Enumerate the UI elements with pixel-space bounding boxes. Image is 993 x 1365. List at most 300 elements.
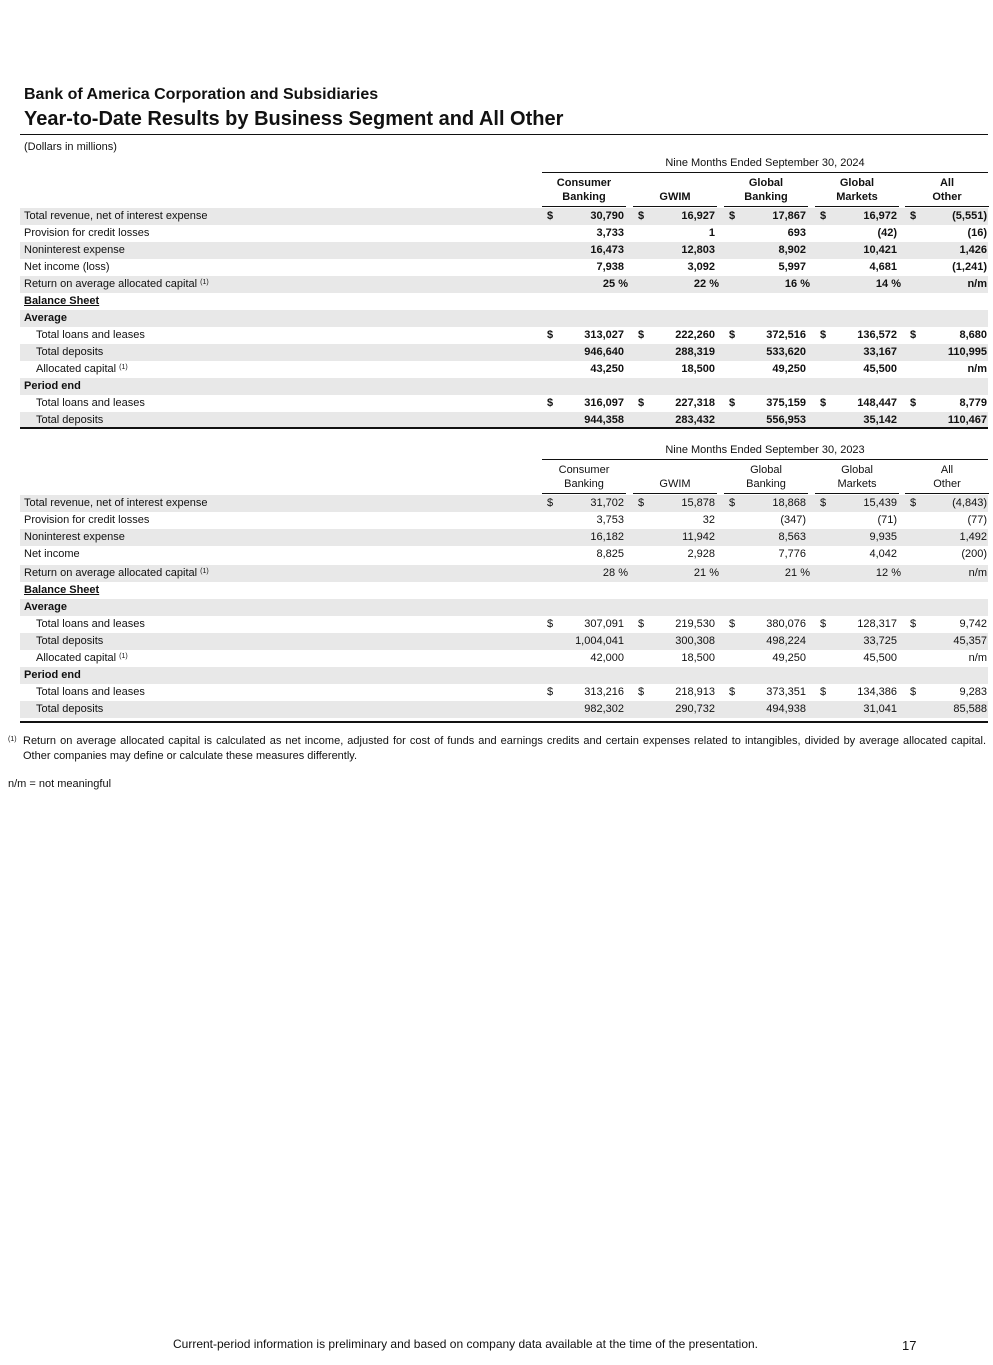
- currency-symbol: $: [547, 497, 554, 509]
- table-row: [20, 650, 988, 667]
- row-label: [24, 225, 149, 242]
- row-label: [36, 395, 145, 412]
- row-label-text: Total deposits: [36, 703, 104, 715]
- cell-value: 3,733: [596, 227, 624, 239]
- value-cell: [905, 495, 989, 512]
- row-label: [24, 293, 99, 310]
- row-label: [24, 529, 125, 546]
- cell-value: 5,997: [778, 261, 806, 273]
- value-cell: [542, 395, 626, 412]
- cell-value: 4,681: [869, 261, 897, 273]
- cell-value: 16,473: [590, 244, 624, 256]
- section-row: [20, 599, 988, 616]
- table-row: [20, 259, 988, 276]
- cell-value: 8,779: [959, 397, 987, 409]
- currency-symbol: $: [547, 618, 554, 630]
- value-cell: [905, 650, 989, 667]
- units-note: (Dollars in millions): [24, 141, 117, 153]
- value-cell: [724, 684, 808, 701]
- cell-value: 49,250: [772, 363, 806, 375]
- column-header-line2: Banking: [562, 191, 606, 203]
- currency-symbol: $: [729, 618, 736, 630]
- cell-value: 283,432: [675, 414, 715, 426]
- cell-value: 3,753: [596, 514, 624, 526]
- cell-value: 556,953: [766, 414, 806, 426]
- column-header-line2: Other: [933, 478, 961, 490]
- cell-value: 1,492: [959, 531, 987, 543]
- row-label-text: Total loans and leases: [36, 329, 145, 341]
- column-header: [633, 176, 717, 204]
- currency-symbol: $: [638, 618, 645, 630]
- cell-value: 85,588: [953, 703, 987, 715]
- footnote-ref: (1): [200, 279, 209, 286]
- column-header-line1: All: [940, 464, 954, 476]
- cell-value: 8,563: [778, 531, 806, 543]
- column-underline: [633, 206, 717, 207]
- cell-value: 16 %: [784, 278, 810, 290]
- value-cell: [724, 361, 808, 378]
- value-cell: [724, 327, 808, 344]
- column-header: [633, 463, 717, 491]
- footnote-ref: (1): [119, 653, 128, 660]
- value-cell: [724, 546, 808, 563]
- currency-symbol: $: [820, 686, 827, 698]
- column-header-line2: GWIM: [659, 191, 691, 203]
- value-cell: [905, 242, 989, 259]
- cell-value: 8,825: [596, 548, 624, 560]
- value-cell: [815, 512, 899, 529]
- value-cell: [542, 259, 626, 276]
- value-cell: [724, 650, 808, 667]
- column-header-line1: Global: [748, 177, 784, 189]
- value-cell: [542, 546, 626, 563]
- cell-value: 33,167: [863, 346, 897, 358]
- row-label-text: Net income (loss): [24, 261, 110, 273]
- table-row: [20, 616, 988, 633]
- value-cell: [724, 565, 808, 582]
- value-cell: [905, 701, 989, 718]
- value-cell: [633, 633, 717, 650]
- cell-value: 313,027: [584, 329, 624, 341]
- value-cell: [724, 242, 808, 259]
- value-cell: [633, 546, 717, 563]
- cell-value: 8,680: [959, 329, 987, 341]
- value-cell: [542, 616, 626, 633]
- cell-value: 9,935: [869, 531, 897, 543]
- row-label: [24, 208, 207, 225]
- value-cell: [815, 361, 899, 378]
- row-label-text: Total loans and leases: [36, 686, 145, 698]
- value-cell: [724, 395, 808, 412]
- currency-symbol: $: [820, 497, 827, 509]
- value-cell: [542, 344, 626, 361]
- cell-value: 35,142: [863, 414, 897, 426]
- column-header-line1: Consumer: [556, 177, 612, 189]
- footer-disclaimer: Current-period information is preliminary and based on company data available at the time of the presentation.: [173, 1337, 758, 1351]
- column-header-line1: All: [939, 177, 955, 189]
- table-row: [20, 208, 988, 225]
- currency-symbol: $: [638, 397, 645, 409]
- cell-value: 25 %: [602, 278, 628, 290]
- cell-value: 290,732: [675, 703, 715, 715]
- value-cell: [633, 701, 717, 718]
- column-header-line2: Markets: [836, 191, 878, 203]
- cell-value: 128,317: [857, 618, 897, 630]
- footnote-text: Return on average allocated capital is calculated as net income, adjusted for cost of funds and earnings credits and certain expenses related to intangibles, divided by average allocated capital. Other companies may define or calculate these measures differently.: [23, 735, 986, 762]
- period-header: Nine Months Ended September 30, 2023: [665, 444, 865, 456]
- value-cell: [815, 242, 899, 259]
- cell-value: 42,000: [590, 652, 624, 664]
- cell-value: 49,250: [772, 652, 806, 664]
- value-cell: [633, 495, 717, 512]
- row-label: [36, 650, 128, 667]
- currency-symbol: $: [638, 329, 645, 341]
- table-row: [20, 395, 988, 412]
- cell-value: 45,500: [863, 363, 897, 375]
- table-row: [20, 225, 988, 242]
- table-row: [20, 361, 988, 378]
- column-header-line2: Banking: [564, 478, 604, 490]
- value-cell: [542, 565, 626, 582]
- value-cell: [633, 344, 717, 361]
- cell-value: 15,439: [863, 497, 897, 509]
- cell-value: 148,447: [857, 397, 897, 409]
- cell-value: 9,742: [959, 618, 987, 630]
- cell-value: 21 %: [784, 567, 810, 579]
- value-cell: [542, 633, 626, 650]
- cell-value: 12 %: [875, 567, 901, 579]
- cell-value: 31,702: [590, 497, 624, 509]
- value-cell: [905, 616, 989, 633]
- row-label-text: Total loans and leases: [36, 397, 145, 409]
- cell-value: 218,913: [675, 686, 715, 698]
- row-label: [24, 259, 110, 276]
- cell-value: 380,076: [766, 618, 806, 630]
- value-cell: [815, 395, 899, 412]
- value-cell: [905, 546, 989, 563]
- value-cell: [542, 495, 626, 512]
- currency-symbol: $: [729, 329, 736, 341]
- row-label: [36, 327, 145, 344]
- column-underline: [542, 493, 626, 494]
- value-cell: [542, 529, 626, 546]
- row-label-text: Average: [24, 312, 68, 324]
- column-header: [724, 176, 808, 204]
- cell-value: (77): [967, 514, 987, 526]
- page-title: Year-to-Date Results by Business Segment and All Other: [24, 108, 564, 130]
- column-header-line1: [633, 463, 717, 477]
- cell-value: 18,500: [681, 363, 715, 375]
- cell-value: 313,216: [584, 686, 624, 698]
- column-header: [542, 176, 626, 204]
- cell-value: n/m: [968, 567, 987, 579]
- cell-value: 16,972: [863, 210, 897, 222]
- value-cell: [633, 361, 717, 378]
- currency-symbol: $: [638, 210, 645, 222]
- cell-value: 946,640: [584, 346, 624, 358]
- value-cell: [633, 327, 717, 344]
- row-label-text: Provision for credit losses: [24, 514, 150, 526]
- value-cell: [905, 633, 989, 650]
- cell-value: 227,318: [675, 397, 715, 409]
- cell-value: 134,386: [857, 686, 897, 698]
- column-header: [724, 463, 808, 491]
- row-label-text: Total revenue, net of interest expense: [24, 210, 208, 222]
- row-label-text: Total deposits: [36, 414, 104, 426]
- cell-value: 533,620: [766, 346, 806, 358]
- currency-symbol: $: [547, 397, 554, 409]
- cell-value: 22 %: [693, 278, 719, 290]
- column-underline: [724, 206, 808, 207]
- column-header-line2: GWIM: [659, 478, 691, 490]
- cell-value: 300,308: [675, 635, 715, 647]
- column-header: [905, 176, 989, 204]
- cell-value: n/m: [967, 278, 987, 290]
- cell-value: 288,319: [675, 346, 715, 358]
- value-cell: [905, 395, 989, 412]
- value-cell: [815, 701, 899, 718]
- row-label: [24, 599, 67, 616]
- footnote-ref: (1): [119, 364, 128, 371]
- value-cell: [815, 650, 899, 667]
- table-row: [20, 344, 988, 361]
- cell-value: 982,302: [584, 703, 624, 715]
- row-label-text: Total loans and leases: [36, 618, 145, 630]
- cell-value: 7,938: [596, 261, 624, 273]
- row-label: [24, 546, 80, 563]
- value-cell: [724, 276, 808, 293]
- value-cell: [815, 259, 899, 276]
- row-label-text: Period end: [24, 669, 81, 681]
- row-label: [36, 701, 103, 718]
- cell-value: 219,530: [675, 618, 715, 630]
- value-cell: [905, 327, 989, 344]
- cell-value: 12,803: [681, 244, 715, 256]
- cell-value: 32: [702, 514, 715, 526]
- column-underline: [905, 206, 989, 207]
- row-label: [36, 684, 145, 701]
- cell-value: 375,159: [766, 397, 806, 409]
- cell-value: 21 %: [693, 567, 719, 579]
- currency-symbol: $: [910, 686, 917, 698]
- column-header-line1: [633, 176, 717, 190]
- cell-value: 498,224: [766, 635, 806, 647]
- value-cell: [905, 208, 989, 225]
- period-rule: [542, 459, 988, 460]
- row-label-text: Period end: [24, 380, 81, 392]
- value-cell: [815, 616, 899, 633]
- row-label: [24, 242, 125, 259]
- row-label: [36, 633, 103, 650]
- value-cell: [815, 344, 899, 361]
- value-cell: [633, 276, 717, 293]
- cell-value: 8,902: [778, 244, 806, 256]
- column-header-line2: Banking: [744, 191, 788, 203]
- value-cell: [542, 361, 626, 378]
- row-label-text: Average: [24, 601, 68, 613]
- cell-value: (71): [877, 514, 897, 526]
- cell-value: 45,357: [953, 635, 987, 647]
- value-cell: [815, 225, 899, 242]
- row-label: [36, 344, 103, 361]
- column-header: [905, 463, 989, 491]
- cell-value: 17,867: [772, 210, 806, 222]
- cell-value: 307,091: [584, 618, 624, 630]
- column-underline: [633, 493, 717, 494]
- row-label-text: Balance Sheet: [24, 584, 100, 596]
- table-row: [20, 512, 988, 529]
- cell-value: 33,725: [863, 635, 897, 647]
- value-cell: [542, 208, 626, 225]
- value-cell: [633, 259, 717, 276]
- value-cell: [815, 684, 899, 701]
- value-cell: [905, 361, 989, 378]
- currency-symbol: $: [820, 210, 827, 222]
- value-cell: [815, 529, 899, 546]
- row-label: [24, 565, 209, 582]
- value-cell: [542, 701, 626, 718]
- row-label: [24, 276, 209, 293]
- table-row: [20, 684, 988, 701]
- currency-symbol: $: [547, 329, 554, 341]
- cell-value: 10,421: [863, 244, 897, 256]
- table-bottom-rule: [20, 721, 988, 723]
- value-cell: [724, 701, 808, 718]
- value-cell: [542, 327, 626, 344]
- table-row: [20, 529, 988, 546]
- cell-value: 110,467: [947, 414, 987, 426]
- cell-value: (347): [780, 514, 806, 526]
- row-label-text: Noninterest expense: [24, 244, 125, 256]
- value-cell: [633, 242, 717, 259]
- table-bottom-rule: [20, 427, 988, 429]
- cell-value: 30,790: [590, 210, 624, 222]
- column-header-line2: Other: [932, 191, 962, 203]
- cell-value: (1,241): [952, 261, 987, 273]
- value-cell: [905, 565, 989, 582]
- row-label-text: Allocated capital: [36, 652, 117, 664]
- cell-value: 2,928: [687, 548, 715, 560]
- column-header-line1: Global: [750, 464, 782, 476]
- value-cell: [815, 276, 899, 293]
- value-cell: [815, 327, 899, 344]
- row-label: [24, 495, 207, 512]
- currency-symbol: $: [910, 210, 917, 222]
- column-underline: [905, 493, 989, 494]
- value-cell: [815, 633, 899, 650]
- column-underline: [815, 493, 899, 494]
- section-row: [20, 667, 988, 684]
- company-name: Bank of America Corporation and Subsidiaries: [24, 86, 379, 103]
- cell-value: 9,283: [959, 686, 987, 698]
- row-label-text: Noninterest expense: [24, 531, 125, 543]
- currency-symbol: $: [820, 329, 827, 341]
- value-cell: [724, 225, 808, 242]
- cell-value: n/m: [967, 363, 987, 375]
- column-header-line1: Consumer: [558, 464, 610, 476]
- section-row: [20, 378, 988, 395]
- cell-value: 7,776: [778, 548, 806, 560]
- value-cell: [724, 344, 808, 361]
- cell-value: n/m: [968, 652, 987, 664]
- value-cell: [542, 276, 626, 293]
- row-label-text: Total deposits: [36, 635, 104, 647]
- value-cell: [815, 208, 899, 225]
- row-label: [24, 582, 99, 599]
- row-label-text: Return on average allocated capital: [24, 278, 198, 290]
- column-header-line2: Markets: [837, 478, 877, 490]
- row-label: [24, 378, 81, 395]
- value-cell: [905, 259, 989, 276]
- row-label-text: Net income: [24, 548, 80, 560]
- table-row: [20, 701, 988, 718]
- value-cell: [905, 529, 989, 546]
- value-cell: [633, 395, 717, 412]
- period-rule: [542, 172, 988, 173]
- period-header: Nine Months Ended September 30, 2024: [665, 157, 865, 169]
- row-label: [24, 667, 81, 684]
- value-cell: [542, 684, 626, 701]
- value-cell: [724, 616, 808, 633]
- cell-value: 14 %: [875, 278, 901, 290]
- cell-value: (200): [961, 548, 987, 560]
- value-cell: [905, 276, 989, 293]
- table-row: [20, 565, 988, 582]
- cell-value: 3,092: [687, 261, 715, 273]
- value-cell: [724, 208, 808, 225]
- cell-value: 110,995: [947, 346, 987, 358]
- value-cell: [542, 242, 626, 259]
- value-cell: [724, 495, 808, 512]
- section-row: [20, 310, 988, 327]
- row-label: [36, 361, 128, 378]
- cell-value: 4,042: [869, 548, 897, 560]
- cell-value: 28 %: [602, 567, 628, 579]
- value-cell: [724, 259, 808, 276]
- cell-value: 31,041: [863, 703, 897, 715]
- footnote-marker: (1): [8, 736, 17, 743]
- currency-symbol: $: [820, 397, 827, 409]
- row-label: [24, 512, 149, 529]
- cell-value: (16): [967, 227, 987, 239]
- row-label-text: Total deposits: [36, 346, 104, 358]
- cell-value: 18,868: [772, 497, 806, 509]
- value-cell: [633, 208, 717, 225]
- row-label-text: Balance Sheet: [24, 295, 100, 307]
- value-cell: [724, 633, 808, 650]
- column-header-line1: Global: [841, 464, 873, 476]
- cell-value: 18,500: [681, 652, 715, 664]
- row-label-text: Return on average allocated capital: [24, 567, 198, 579]
- value-cell: [905, 344, 989, 361]
- column-header: [542, 463, 626, 491]
- column-underline: [815, 206, 899, 207]
- currency-symbol: $: [729, 497, 736, 509]
- section-row: [20, 582, 988, 599]
- column-header: [815, 176, 899, 204]
- cell-value: 1: [708, 227, 715, 239]
- cell-value: 693: [787, 227, 806, 239]
- cell-value: 1,004,041: [575, 635, 624, 647]
- cell-value: 16,182: [590, 531, 624, 543]
- currency-symbol: $: [910, 497, 917, 509]
- column-header-line2: Banking: [746, 478, 786, 490]
- value-cell: [724, 512, 808, 529]
- currency-symbol: $: [638, 686, 645, 698]
- column-header-line1: Global: [839, 177, 875, 189]
- value-cell: [542, 225, 626, 242]
- footnote: [8, 734, 986, 764]
